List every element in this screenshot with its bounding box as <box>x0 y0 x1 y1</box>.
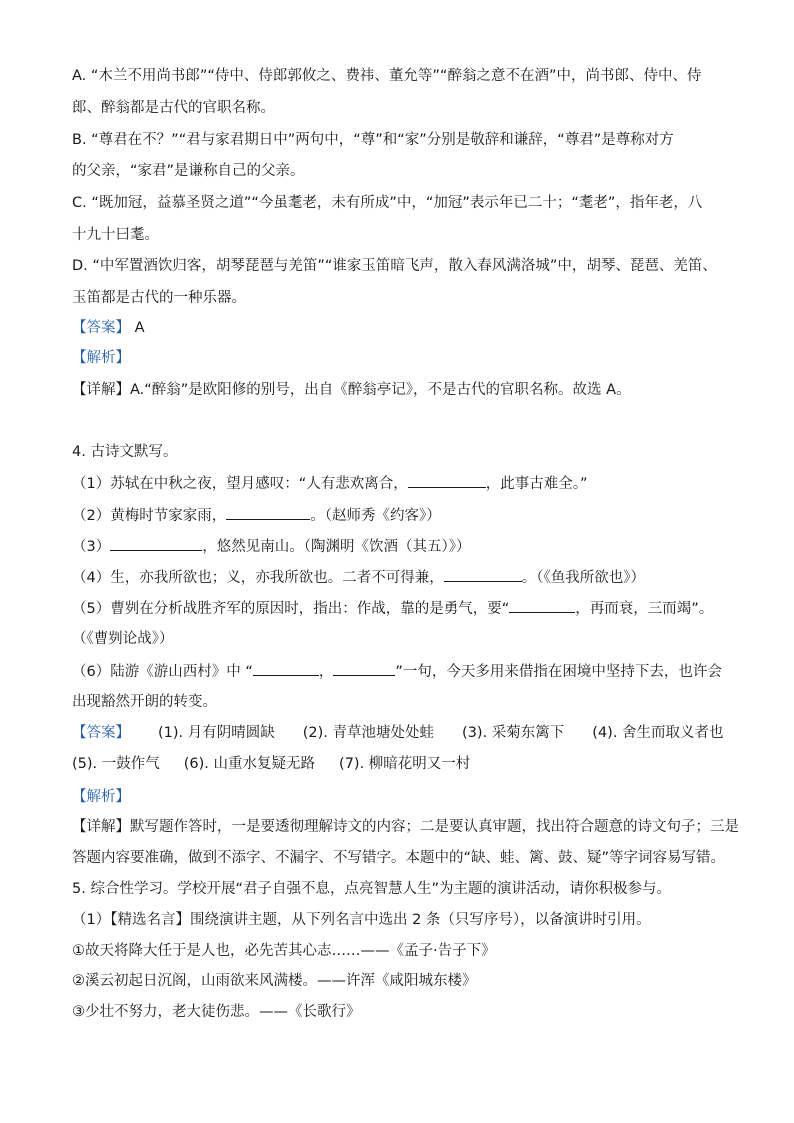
item-3-text: （3） <box>72 539 111 555</box>
blank-line[interactable] <box>408 473 486 488</box>
item-1-text: （1）苏轼在中秋之夜，望月感叹：“人有悲欢离合， <box>72 476 408 492</box>
q4-answer-line-2 <box>72 754 470 774</box>
q3-answer-line <box>72 318 145 338</box>
item-2-text: （2）黄梅时节家家雨， <box>72 508 227 524</box>
blank-line[interactable] <box>253 661 319 676</box>
item-4-text: （4）生，亦我所欲也；义，亦我所欲也。二者不可得兼， <box>72 570 444 586</box>
item-6-comma: ， <box>318 664 334 680</box>
q4-item-6 <box>72 661 722 682</box>
q4-title: 4. 古诗文默写。 <box>72 444 178 460</box>
q5-sub-1: （1）【精选名言】围绕演讲主题，从下列名言中选出 2 条（只写序号），以备演讲时引用。 <box>72 912 651 928</box>
q4-analysis-line <box>72 787 130 807</box>
q4-item-5 <box>72 598 713 619</box>
quote-2: ②溪云初起日沉阁，山雨欲来风满楼。——许浑《咸阳城东楼》 <box>72 973 477 989</box>
option-d-line-1: D. “中军置酒饮归客，胡琴琵琶与羌笛”“谁家玉笛暗飞声，散入春风满洛城”中，胡琴、琵琶、羌笛、 <box>72 258 717 274</box>
answer-item: (2). 青草池塘处处蛙 <box>302 725 435 741</box>
item-4-tail: 。（《鱼我所欲也》） <box>521 570 645 586</box>
q4-item-3 <box>72 536 470 557</box>
blank-line[interactable] <box>444 567 522 582</box>
quote-1: ①故天将降大任于是人也，必先苦其心志……——《孟子·告子下》 <box>72 943 496 959</box>
item-1-tail: ，此事古难全。” <box>485 476 588 492</box>
q3-detail-line <box>72 380 631 400</box>
answer-item: (5). 一鼓作气 <box>72 756 160 772</box>
answer-item: (6). 山重水复疑无路 <box>183 756 316 772</box>
q4-detail-line-2: 答题内容要准确，做到不添字、不漏字、不写错字。本题中的“缺、蛙、篱、鼓、疑”等字词容易写错。 <box>72 850 726 866</box>
q5-title: 5. 综合性学习。学校开展“君子自强不息，点亮智慧人生”为主题的演讲活动，请你积极参与。 <box>72 881 671 897</box>
item-5-tail: ，再而衰，三而竭”。 <box>575 601 714 617</box>
blank-line[interactable] <box>110 536 202 551</box>
option-c-line-1: C. “既加冠，益慕圣贤之道”“今虽耄老，未有所成”中，“加冠”表示年已二十；“耄老”，指年老，八 <box>72 195 703 211</box>
answer-item: (1). 月有阴晴圆缺 <box>158 725 275 741</box>
answer-value: A <box>134 320 145 336</box>
answer-item: (7). 柳暗花明又一村 <box>339 756 471 772</box>
item-3-tail: ，悠然见南山。（陶渊明《饮酒（其五）》） <box>202 539 471 555</box>
analysis-tag: 【解析】 <box>72 350 130 366</box>
detail-text: 默写题作答时，一是要透彻理解诗文的内容；二是要认真审题，找出符合题意的诗文句子；三是 <box>130 819 739 835</box>
q4-item-2 <box>72 505 441 526</box>
q4-detail-line-1 <box>72 817 739 837</box>
option-a-line-1: A. “木兰不用尚书郎”“侍中、侍郎郭攸之、费祎、董允等”“醉翁之意不在酒”中，尚书郎、侍中、侍 <box>72 68 702 84</box>
answer-item: (3). 采菊东篱下 <box>462 725 565 741</box>
q4-item-4 <box>72 567 645 588</box>
item-5-text: （5）曹刿在分析战胜齐军的原因时，指出：作战，靠的是勇气，要“ <box>72 601 510 617</box>
option-d-line-2: 玉笛都是古代的一种乐器。 <box>72 290 246 306</box>
detail-text: A.“醉翁”是欧阳修的别号，出自《醉翁亭记》，不是古代的官职名称。故选 A。 <box>130 382 631 398</box>
q4-answer-line-1 <box>72 723 724 743</box>
q3-analysis-line <box>72 348 130 368</box>
option-a-line-2: 郎、醉翁都是古代的官职名称。 <box>72 100 275 116</box>
detail-tag: 【详解】 <box>72 819 130 835</box>
q4-item-1 <box>72 473 588 494</box>
item-6-text: （6）陆游《游山西村》中 “ <box>72 664 253 680</box>
answer-item: (4). 舍生而取义者也 <box>592 725 724 741</box>
item-6-tail: ”一句，今天多用来借指在困境中坚持下去，也许会 <box>395 664 722 680</box>
option-c-line-2: 十九十曰耄。 <box>72 227 159 243</box>
q4-item-5-source: （《曹刿论战》） <box>72 631 174 647</box>
option-b-line-2: 的父亲，“家君”是谦称自己的父亲。 <box>72 163 305 179</box>
analysis-tag: 【解析】 <box>72 789 130 805</box>
q4-item-6-line-2: 出现豁然开朗的转变。 <box>72 694 217 710</box>
quote-3: ③少壮不努力，老大徒伤悲。——《长歌行》 <box>72 1004 361 1020</box>
option-b-line-1: B. “尊君在不？”“君与家君期日中”两句中，“尊”和“家”分别是敬辞和谦辞，“尊君”是尊称对方 <box>72 132 674 148</box>
answer-tag: 【答案】 <box>72 320 130 336</box>
blank-line[interactable] <box>509 598 575 613</box>
blank-line[interactable] <box>333 661 395 676</box>
detail-tag: 【详解】 <box>72 382 130 398</box>
blank-line[interactable] <box>226 505 310 520</box>
item-2-tail: 。（赵师秀《约客》） <box>310 508 441 524</box>
answer-tag: 【答案】 <box>72 725 130 741</box>
